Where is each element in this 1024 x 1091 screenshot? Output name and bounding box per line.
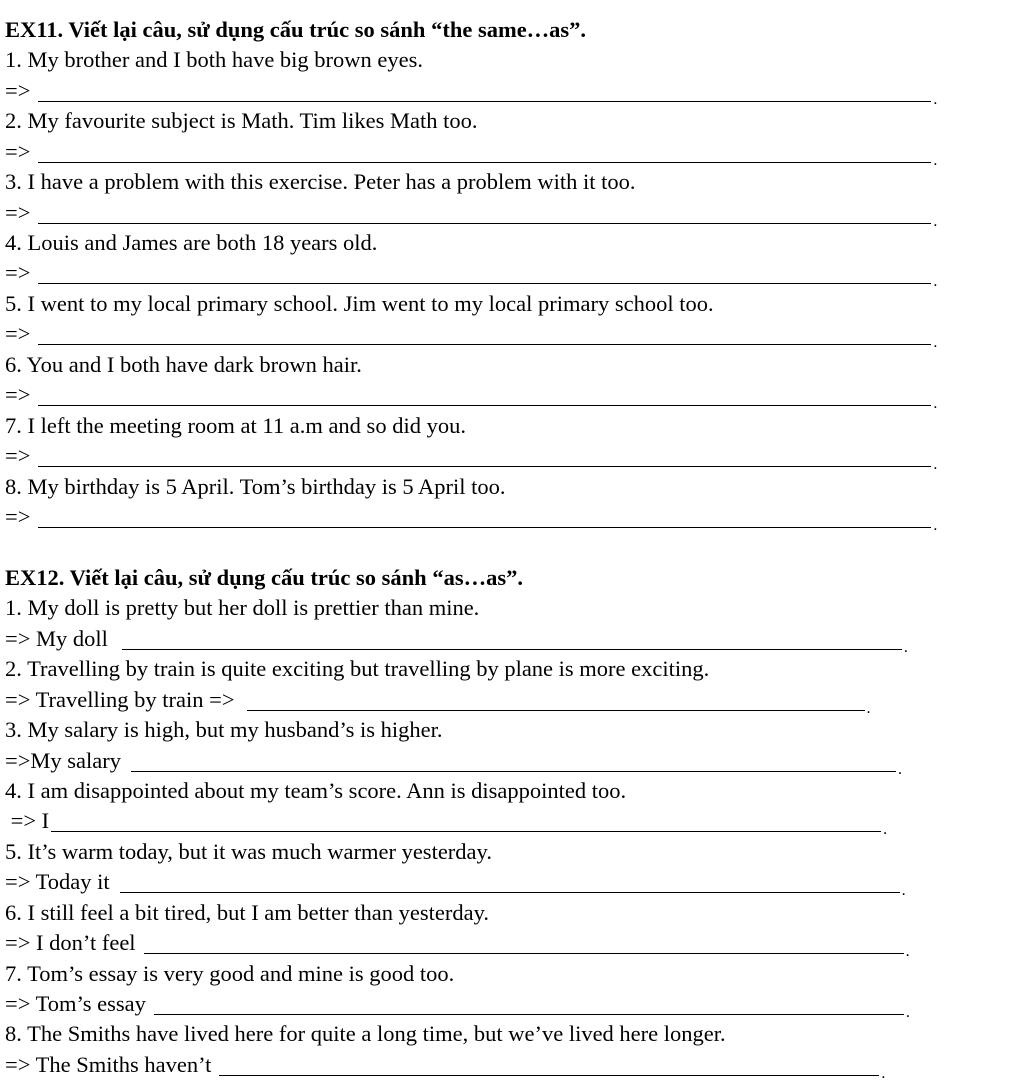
answer-prefix: =>	[5, 200, 31, 225]
answer-prefix: =>	[5, 139, 31, 164]
ex11-answer-6	[5, 380, 937, 410]
answer-prefix: => Tom’s essay	[5, 991, 146, 1016]
ex12-answer-5	[5, 867, 906, 897]
ex11-question-6: 6. You and I both have dark brown hair.	[5, 352, 362, 377]
ex11-question-4: 4. Louis and James are both 18 years old.	[5, 230, 378, 255]
ex12-answer-7	[5, 989, 910, 1019]
ex11-question-3: 3. I have a problem with this exercise. Peter has a problem with it too.	[5, 169, 636, 194]
answer-blank[interactable]	[154, 994, 904, 1015]
end-dot: .	[933, 273, 938, 290]
ex11-answer-1	[5, 76, 937, 106]
ex12-answer-6	[5, 928, 910, 958]
ex11-question-7: 7. I left the meeting room at 11 a.m and so did you.	[5, 413, 466, 438]
answer-blank[interactable]	[219, 1055, 879, 1076]
answer-blank[interactable]	[38, 385, 931, 406]
end-dot: .	[905, 1004, 910, 1021]
answer-prefix: => I	[5, 808, 50, 833]
end-dot: .	[933, 152, 938, 169]
ex12-question-7: 7. Tom’s essay is very good and mine is good too.	[5, 961, 455, 986]
end-dot: .	[901, 882, 906, 899]
ex11-question-5: 5. I went to my local primary school. Jim went to my local primary school too.	[5, 291, 714, 316]
ex12-question-8: 8. The Smiths have lived here for quite a long time, but we’ve lived here longer.	[5, 1021, 726, 1046]
ex12-question-1: 1. My doll is pretty but her doll is prettier than mine.	[5, 595, 480, 620]
answer-prefix: =>	[5, 78, 31, 103]
end-dot: .	[933, 91, 938, 108]
ex12-question-6: 6. I still feel a bit tired, but I am better than yesterday.	[5, 900, 490, 925]
ex12-question-3: 3. My salary is high, but my husband’s is higher.	[5, 717, 443, 742]
end-dot: .	[866, 700, 871, 717]
answer-blank[interactable]	[247, 690, 865, 711]
answer-prefix: =>	[5, 260, 31, 285]
ex11-answer-5	[5, 319, 937, 349]
answer-prefix: => I don’t feel	[5, 930, 136, 955]
ex11-title: EX11. Viết lại câu, sử dụng cấu trúc so sánh “the same…as”.	[5, 17, 587, 42]
end-dot: .	[933, 334, 938, 351]
ex11-answer-8	[5, 502, 937, 532]
ex12-answer-8	[5, 1050, 885, 1080]
ex12-answer-3	[5, 746, 902, 776]
answer-blank[interactable]	[122, 629, 902, 650]
answer-prefix: =>	[5, 504, 31, 529]
answer-prefix: => Travelling by train =>	[5, 687, 235, 712]
answer-blank[interactable]	[131, 751, 896, 772]
answer-prefix: => My doll	[5, 626, 108, 651]
ex12-answer-1	[5, 624, 908, 654]
end-dot: .	[933, 517, 938, 534]
ex11-question-2: 2. My favourite subject is Math. Tim likes Math too.	[5, 108, 478, 133]
answer-prefix: =>My salary	[5, 748, 121, 773]
end-dot: .	[897, 761, 902, 778]
ex11-answer-2	[5, 137, 937, 167]
answer-blank[interactable]	[144, 933, 904, 954]
answer-blank[interactable]	[38, 263, 931, 284]
answer-prefix: =>	[5, 443, 31, 468]
answer-blank[interactable]	[38, 142, 931, 163]
ex11-answer-4	[5, 258, 937, 288]
end-dot: .	[933, 213, 938, 230]
ex11-question-1: 1. My brother and I both have big brown eyes.	[5, 47, 424, 72]
answer-blank[interactable]	[51, 811, 881, 832]
ex12-answer-2	[5, 685, 871, 715]
ex12-question-2: 2. Travelling by train is quite exciting but travelling by plane is more exciting.	[5, 656, 710, 681]
answer-blank[interactable]	[38, 203, 931, 224]
ex11-answer-7	[5, 441, 937, 471]
answer-prefix: =>	[5, 321, 31, 346]
ex12-question-4: 4. I am disappointed about my team’s score. Ann is disappointed too.	[5, 778, 627, 803]
ex11-answer-3	[5, 198, 937, 228]
ex11-question-8: 8. My birthday is 5 April. Tom’s birthday is 5 April too.	[5, 474, 506, 499]
answer-prefix: => Today it	[5, 869, 110, 894]
answer-blank[interactable]	[38, 81, 931, 102]
answer-blank[interactable]	[38, 324, 931, 345]
answer-prefix: =>	[5, 382, 31, 407]
answer-blank[interactable]	[38, 507, 931, 528]
end-dot: .	[883, 821, 888, 838]
end-dot: .	[881, 1065, 886, 1082]
ex12-question-5: 5. It’s warm today, but it was much warmer yesterday.	[5, 839, 492, 864]
answer-blank[interactable]	[38, 446, 931, 467]
end-dot: .	[903, 639, 908, 656]
answer-blank[interactable]	[120, 872, 900, 893]
answer-prefix: => The Smiths haven’t	[5, 1052, 212, 1077]
end-dot: .	[905, 943, 910, 960]
end-dot: .	[933, 395, 938, 412]
ex12-answer-4	[5, 806, 887, 836]
end-dot: .	[933, 456, 938, 473]
ex12-title: EX12. Viết lại câu, sử dụng cấu trúc so sánh “as…as”.	[5, 565, 523, 590]
